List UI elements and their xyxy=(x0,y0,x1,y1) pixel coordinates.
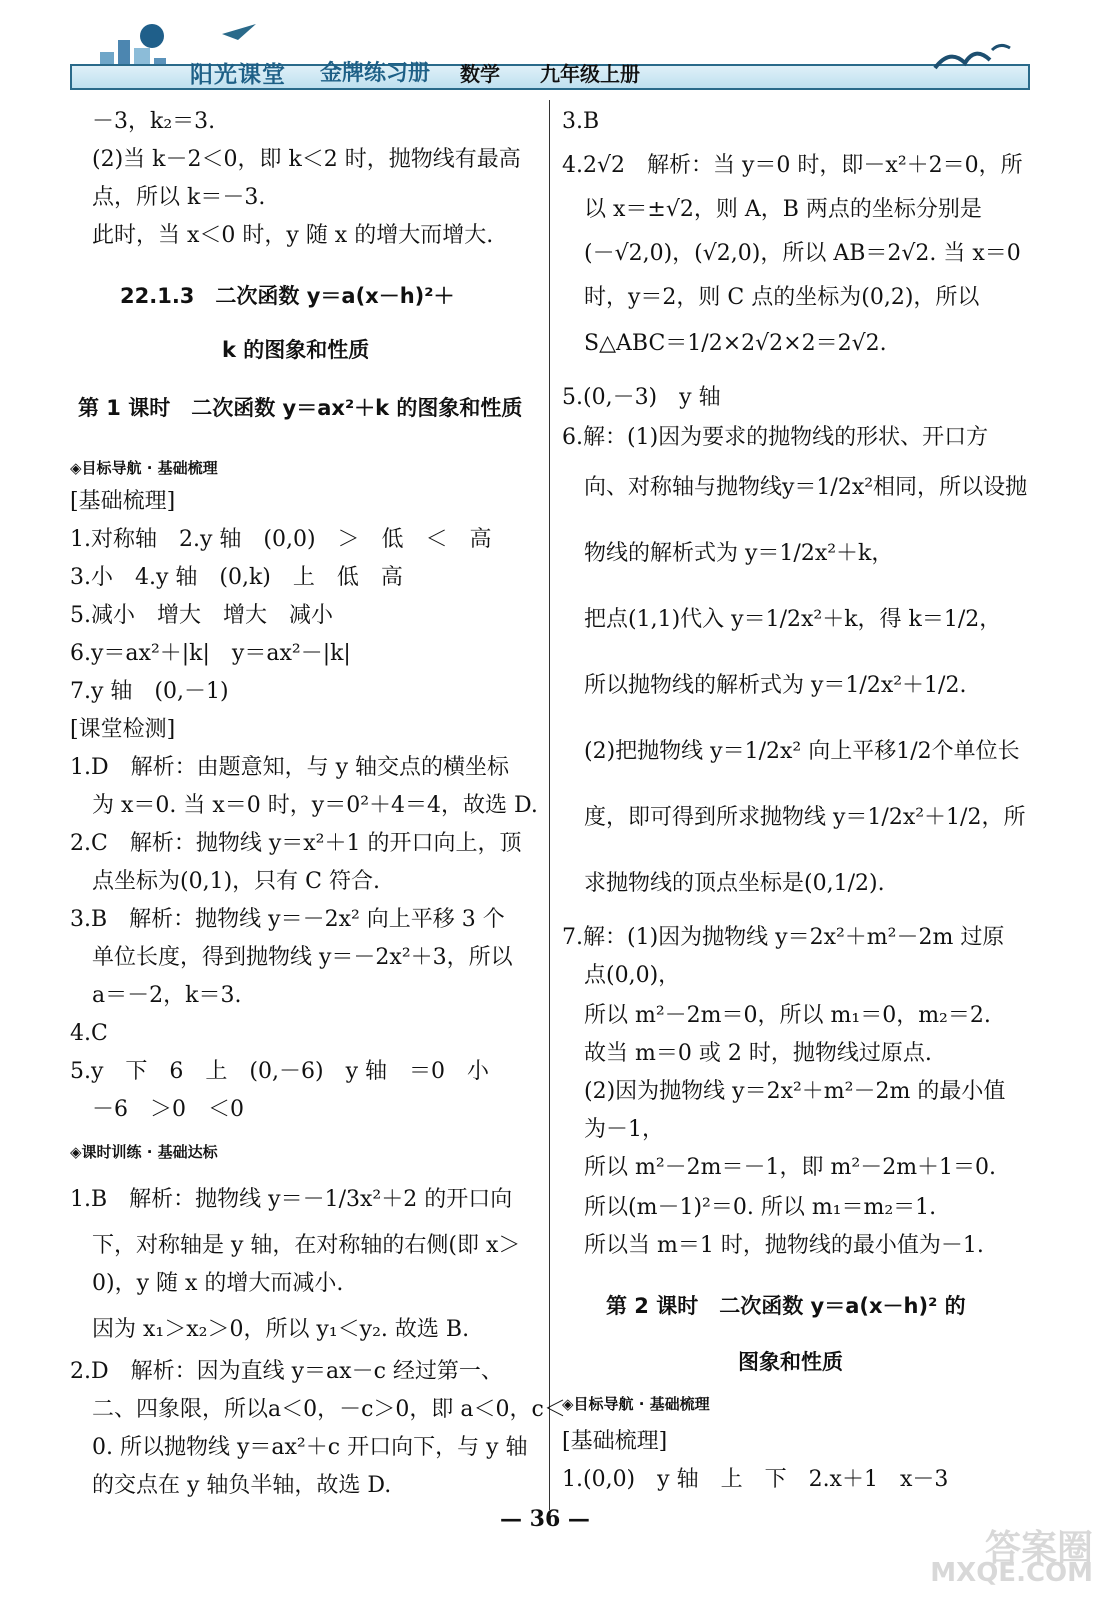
text-line: 3.B 解析：抛物线 y＝－2x² 向上平移 3 个 xyxy=(70,907,505,932)
text-line: 所以(m－1)²＝0. 所以 m₁＝m₂＝1. xyxy=(584,1195,937,1220)
text-line: 4.2√2 解析：当 y＝0 时，即－x²＋2＝0，所 xyxy=(562,153,1023,178)
text-line: 求抛物线的顶点坐标是(0,1/2). xyxy=(584,871,885,896)
text-line: 物线的解析式为 y＝1/2x²＋k， xyxy=(584,541,894,566)
subsection-marker: ◈目标导航 · 基础梳理 xyxy=(562,1395,710,1413)
text-line: 3.B xyxy=(562,109,600,134)
text-line: 此时，当 x＜0 时，y 随 x 的增大而增大. xyxy=(92,223,494,248)
text-line: 1.D 解析：由题意知，与 y 轴交点的横坐标 xyxy=(70,755,510,780)
text-line: 4.C xyxy=(70,1021,108,1046)
text-line: 以 x＝±√2，则 A，B 两点的坐标分别是 xyxy=(584,197,982,222)
text-line: 6.解：(1)因为要求的抛物线的形状、开口方 xyxy=(562,425,989,450)
header-series: 金牌练习册 xyxy=(320,61,431,86)
lesson-title-cont: 图象和性质 xyxy=(738,1350,843,1374)
text-line: 3.小 4.y 轴 (0,k) 上 低 高 xyxy=(70,565,403,590)
text-line: 点，所以 k＝－3. xyxy=(92,185,266,210)
lesson-title: 第 2 课时 二次函数 y＝a(x－h)² 的 xyxy=(606,1294,966,1318)
text-line: 所以当 m＝1 时，抛物线的最小值为－1. xyxy=(584,1233,984,1258)
subsection-marker: ◈目标导航 · 基础梳理 xyxy=(70,459,218,477)
text-line: a＝－2，k＝3. xyxy=(92,983,242,1008)
column-divider xyxy=(549,100,550,1510)
text-line: 1.对称轴 2.y 轴 (0,0) ＞ 低 ＜ 高 xyxy=(70,527,492,552)
text-line: (－√2,0)，(√2,0)，所以 AB＝2√2. 当 x＝0 xyxy=(584,241,1021,266)
section-title-cont: k 的图象和性质 xyxy=(222,338,370,362)
text-line: 单位长度，得到抛物线 y＝－2x²＋3，所以 xyxy=(92,945,513,970)
lesson-title: 第 1 课时 二次函数 y＝ax²＋k 的图象和性质 xyxy=(78,396,523,420)
paper-plane-icon xyxy=(220,22,260,42)
header-subject: 数学 xyxy=(460,62,500,86)
subsection-label: [课堂检测] xyxy=(70,717,176,742)
text-line: 所以 m²－2m＝－1，即 m²－2m＋1＝0. xyxy=(584,1155,997,1180)
text-line: 2.C 解析：抛物线 y＝x²＋1 的开口向上，顶 xyxy=(70,831,522,856)
text-line: －6 ＞0 ＜0 xyxy=(92,1097,244,1122)
text-line: 点坐标为(0,1)，只有 C 符合. xyxy=(92,869,380,894)
text-line: 向、对称轴与抛物线y＝1/2x²相同，所以设抛 xyxy=(584,475,1028,500)
text-line: 因为 x₁＞x₂＞0，所以 y₁＜y₂. 故选 B. xyxy=(92,1317,470,1342)
text-line: 所以抛物线的解析式为 y＝1/2x²＋1/2. xyxy=(584,673,967,698)
page-number: — 36 — xyxy=(500,1506,590,1532)
text-line: 点(0,0)， xyxy=(584,963,681,988)
text-line: 5.(0,－3) y 轴 xyxy=(562,385,721,410)
page-header xyxy=(70,22,1030,94)
text-line: (2)当 k－2＜0，即 k＜2 时，抛物线有最高 xyxy=(92,147,521,172)
text-line: 5.减小 增大 增大 减小 xyxy=(70,603,333,628)
birds-icon xyxy=(930,38,1020,78)
text-line: 7.y 轴 (0,－1) xyxy=(70,679,229,704)
text-line: 故当 m＝0 或 2 时，抛物线过原点. xyxy=(584,1041,932,1066)
text-line: 0)，y 随 x 的增大而减小. xyxy=(92,1271,344,1296)
text-line: 为－1， xyxy=(584,1117,664,1142)
text-line: 下，对称轴是 y 轴，在对称轴的右侧(即 x＞ xyxy=(92,1233,521,1258)
header-grade: 九年级上册 xyxy=(540,62,640,86)
text-line: 6.y＝ax²＋|k| y＝ax²－|k| xyxy=(70,641,351,666)
text-line: 7.解：(1)因为抛物线 y＝2x²＋m²－2m 过原 xyxy=(562,925,1005,950)
text-line: －3，k₂＝3. xyxy=(92,109,216,134)
text-line: 5.y 下 6 上 (0,－6) y 轴 ＝0 小 xyxy=(70,1059,489,1084)
text-line: (2)因为抛物线 y＝2x²＋m²－2m 的最小值 xyxy=(584,1079,1006,1104)
subsection-label: [基础梳理] xyxy=(70,489,176,514)
text-line: (2)把抛物线 y＝1/2x² 向上平移1/2个单位长 xyxy=(584,739,1020,764)
text-line: 2.D 解析：因为直线 y＝ax－c 经过第一、 xyxy=(70,1359,503,1384)
text-line: 二、四象限，所以a＜0，－c＞0，即 a＜0，c＜ xyxy=(92,1397,566,1422)
text-line: 为 x＝0. 当 x＝0 时，y＝0²＋4＝4，故选 D. xyxy=(92,793,538,818)
text-line: 度，即可得到所求抛物线 y＝1/2x²＋1/2，所 xyxy=(584,805,1026,830)
text-line: S△ABC＝1/2×2√2×2＝2√2. xyxy=(584,331,887,356)
section-title: 22.1.3 二次函数 y＝a(x－h)²＋ xyxy=(120,284,455,308)
text-line: 的交点在 y 轴负半轴，故选 D. xyxy=(92,1473,392,1498)
watermark-url: MXQE.COM xyxy=(930,1558,1093,1588)
text-line: 0. 所以抛物线 y＝ax²＋c 开口向下，与 y 轴 xyxy=(92,1435,528,1460)
text-line: 1.B 解析：抛物线 y＝－1/3x²＋2 的开口向 xyxy=(70,1187,513,1212)
text-line: 1.(0,0) y 轴 上 下 2.x＋1 x－3 xyxy=(562,1467,949,1492)
subsection-label: [基础梳理] xyxy=(562,1429,668,1454)
subsection-marker: ◈课时训练 · 基础达标 xyxy=(70,1143,218,1161)
text-line: 所以 m²－2m＝0，所以 m₁＝0，m₂＝2. xyxy=(584,1003,991,1028)
text-line: 把点(1,1)代入 y＝1/2x²＋k，得 k＝1/2， xyxy=(584,607,1002,632)
watermark: 答案圈 xyxy=(984,1528,1093,1569)
header-logo: 阳光课堂 xyxy=(190,62,286,88)
text-line: 时，y＝2，则 C 点的坐标为(0,2)，所以 xyxy=(584,285,980,310)
